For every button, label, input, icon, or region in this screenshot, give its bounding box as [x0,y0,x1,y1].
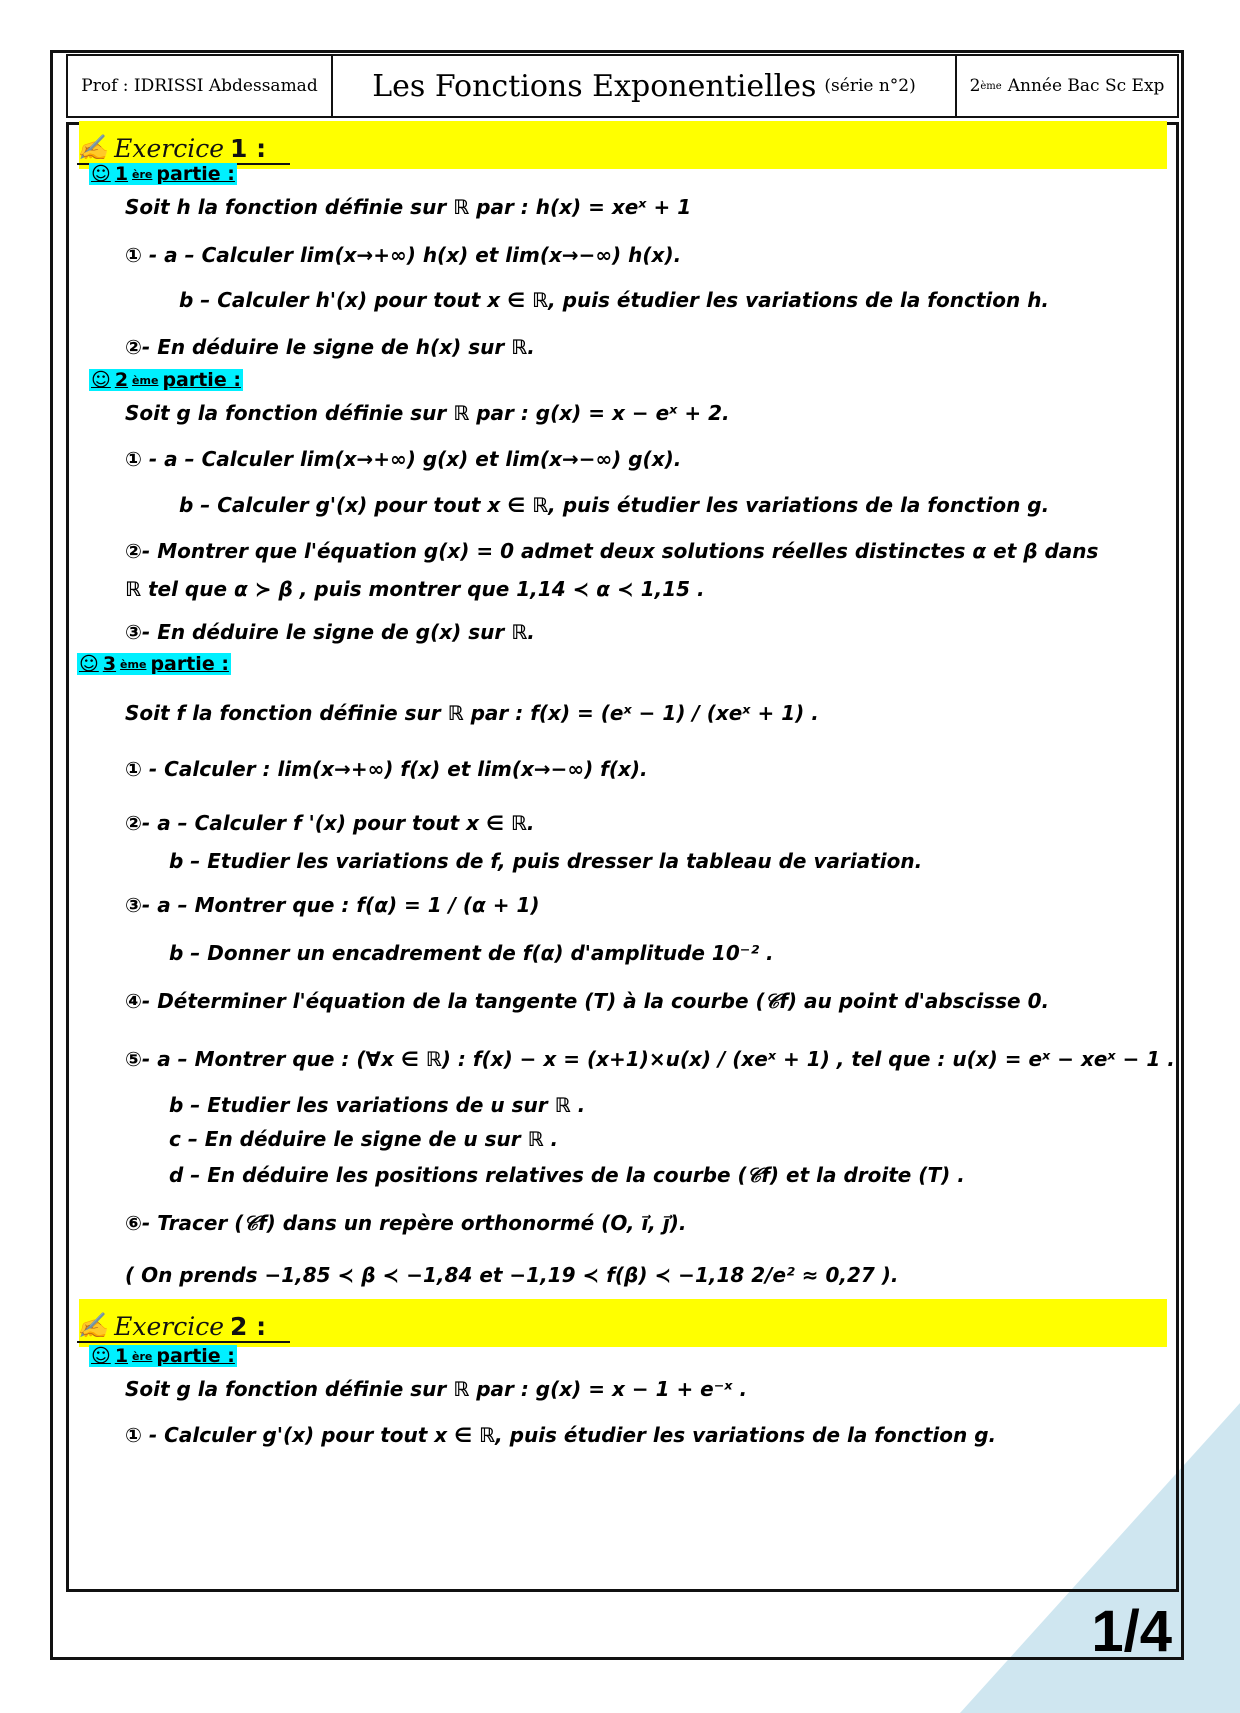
text-line: ③- En déduire le signe de g(x) sur ℝ. [125,620,535,644]
text-line: b – Etudier les variations de u sur ℝ . [169,1093,586,1117]
series: (série n°2) [824,76,916,96]
text-line: ④- Déterminer l'équation de la tangente (T) à la courbe (𝒞f) au point d'abscisse 0. [125,989,1050,1013]
text-line: ① - Calculer g'(x) pour tout x ∈ ℝ, puis étudier les variations de la fonction g. [125,1423,997,1447]
text-line: ⑥- Tracer (𝒞f) dans un repère orthonormé (O, i⃗, j⃗). [125,1211,687,1235]
text-line: Soit h la fonction définie sur ℝ par : h(x) = xeˣ + 1 [125,195,692,219]
text-line: ① - Calculer : lim(x→+∞) f(x) et lim(x→−∞) f(x). [125,757,648,781]
text-line: b – Calculer h'(x) pour tout x ∈ ℝ, puis étudier les variations de la fonction h. [179,288,1050,312]
document-header [66,54,1179,118]
text-line: ℝ tel que α ≻ β , puis montrer que 1,14 ≺ α ≺ 1,15 . [125,577,705,601]
level-num: 2 [969,76,981,96]
exercise-2-title: ✍ Exercice 2 : [77,1311,290,1343]
text-line: ②- Montrer que l'équation g(x) = 0 admet deux solutions réelles distinctes α et β dans [125,539,1099,563]
author: Prof : IDRISSI Abdessamad [81,76,318,96]
exercise-1-title: ✍ Exercice 1 : [77,133,290,165]
page-number: 1/4 [1091,1599,1172,1664]
part-label: ☺ 2 ème partie : [91,369,241,391]
doc-title: Les Fonctions Exponentielles [372,68,817,104]
text-line: Soit f la fonction définie sur ℝ par : f(x) = (eˣ − 1) / (xeˣ + 1) . [125,701,819,725]
text-line: ⑤- a – Montrer que : (∀x ∈ ℝ) : f(x) − x = (x+1)×u(x) / (xeˣ + 1) , tel que : u(x) = eˣ − xeˣ − 1 . [125,1047,1175,1071]
part-label: ☺ 1 ère partie : [91,163,235,185]
part-label: ☺ 1 ère partie : [91,1345,235,1367]
text-line: Soit g la fonction définie sur ℝ par : g(x) = x − eˣ + 2. [125,401,730,425]
content-box [66,122,1179,1592]
pencil-icon: ✍ [77,133,109,162]
text-line: ③- a – Montrer que : f(α) = 1 / (α + 1) [125,893,540,917]
text-line: ②- En déduire le signe de h(x) sur ℝ. [125,335,535,359]
text-line: ②- a – Calculer f '(x) pour tout x ∈ ℝ. [125,811,535,835]
smiley-icon: ☺ [91,163,111,185]
text-line: b – Calculer g'(x) pour tout x ∈ ℝ, puis étudier les variations de la fonction g. [179,493,1050,517]
text-line: ① - a – Calculer lim(x→+∞) h(x) et lim(x→−∞) h(x). [125,243,682,267]
text-line: b – Donner un encadrement de f(α) d'amplitude 10⁻² . [169,941,774,965]
text-line: d – En déduire les positions relatives de la courbe (𝒞f) et la droite (T) . [169,1163,965,1187]
pencil-icon: ✍ [77,1311,109,1340]
text-line: ① - a – Calculer lim(x→+∞) g(x) et lim(x→−∞) g(x). [125,447,682,471]
level-sup: ème [980,80,1002,92]
text-line: b – Etudier les variations de f, puis dresser la tableau de variation. [169,849,923,873]
part-label: ☺ 3 ème partie : [79,653,229,675]
text-line: c – En déduire le signe de u sur ℝ . [169,1127,559,1151]
level-text: Année Bac Sc Exp [1007,76,1165,96]
smiley-icon: ☺ [91,1345,111,1367]
smiley-icon: ☺ [91,369,111,391]
smiley-icon: ☺ [79,653,99,675]
text-line: Soit g la fonction définie sur ℝ par : g(x) = x − 1 + e⁻ˣ . [125,1377,748,1401]
text-line: ( On prends −1,85 ≺ β ≺ −1,84 et −1,19 ≺ f(β) ≺ −1,18 2/e² ≈ 0,27 ). [125,1263,899,1287]
